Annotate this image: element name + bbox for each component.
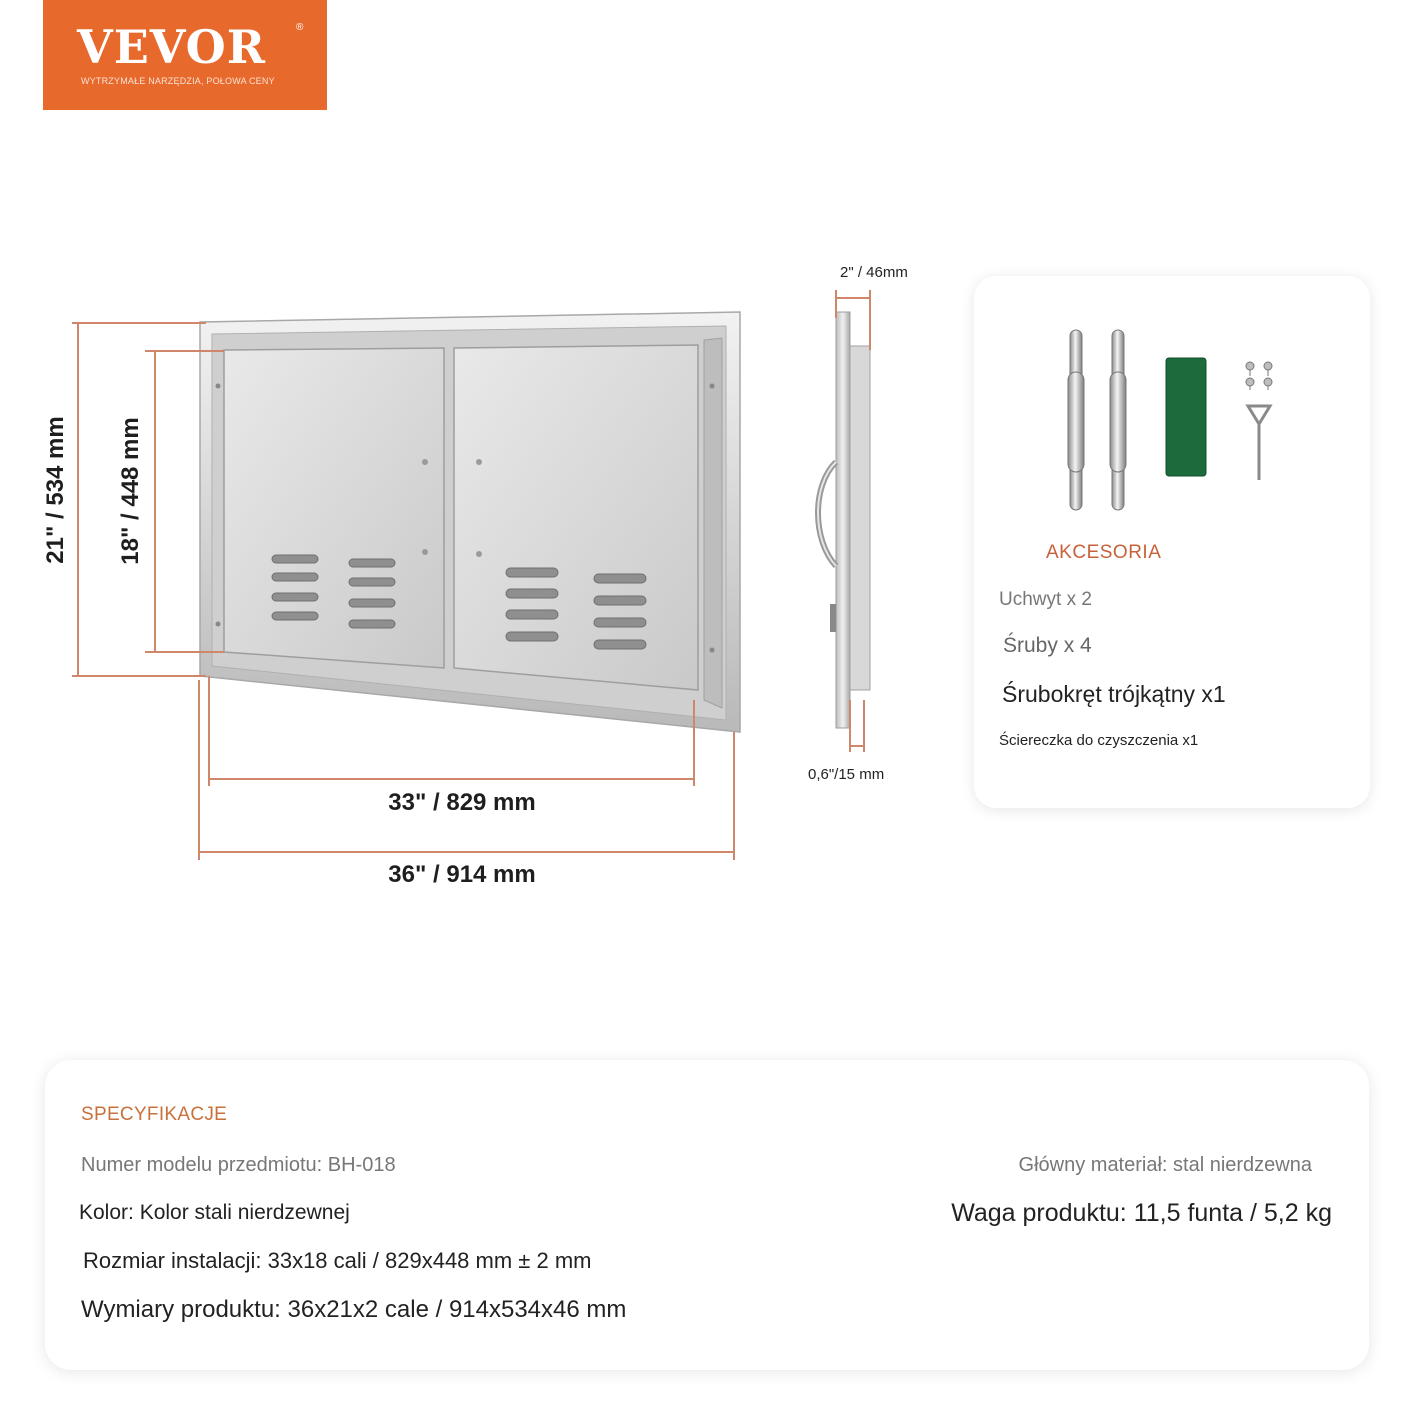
accessories-illustration <box>974 276 1370 526</box>
sponge-icon <box>1166 358 1206 476</box>
left-door <box>224 348 444 668</box>
logo-registered-mark: ® <box>296 22 304 33</box>
frame-right-edge <box>704 338 722 708</box>
logo-wordmark: VEVOR <box>77 20 266 74</box>
screws-icon <box>1246 362 1272 390</box>
spec-color: Kolor: Kolor stali nierdzewnej <box>79 1201 350 1224</box>
accessories-card <box>974 276 1370 808</box>
inner-height-label: 18" / 448 mm <box>117 417 144 565</box>
spec-product-dimensions: Wymiary produktu: 36x21x2 cale / 914x534x46 mm <box>81 1296 627 1323</box>
accessory-item: Śruby x 4 <box>1003 634 1092 657</box>
screw <box>216 622 221 627</box>
accessory-item: Uchwyt x 2 <box>999 589 1092 610</box>
spec-install-size: Rozmiar instalacji: 33x18 cali / 829x448 mm ± 2 mm <box>83 1248 592 1273</box>
spec-model: Numer modelu przedmiotu: BH-018 <box>81 1154 396 1176</box>
screw <box>710 384 715 389</box>
accessory-item: Ściereczka do czyszczenia x1 <box>999 732 1199 749</box>
latch <box>422 549 428 555</box>
accessories-title: AKCESORIA <box>1046 542 1162 563</box>
inner-width-label: 33" / 829 mm <box>388 789 536 816</box>
outer-width-label: 36" / 914 mm <box>388 861 536 888</box>
handle-icon <box>1110 330 1126 510</box>
triangle-key-icon <box>1248 406 1270 480</box>
latch <box>476 459 482 465</box>
specifications-title: SPECYFIKACJE <box>81 1104 228 1125</box>
accessory-item: Śrubokręt trójkątny x1 <box>1002 681 1226 707</box>
spec-material: Główny materiał: stal nierdzewna <box>1018 1154 1312 1176</box>
depth-label: 2" / 46mm <box>840 264 908 281</box>
specifications-card <box>45 1060 1369 1370</box>
door-unit <box>200 312 740 732</box>
side-profile <box>818 312 870 728</box>
logo-tagline: WYTRZYMAŁE NARZĘDZIA, POŁOWA CENY <box>81 76 275 86</box>
screw <box>216 384 221 389</box>
latch <box>422 459 428 465</box>
outer-height-label: 21" / 534 mm <box>42 416 69 564</box>
latch <box>476 551 482 557</box>
spec-weight: Waga produktu: 11,5 funta / 5,2 kg <box>951 1199 1332 1227</box>
flange-label: 0,6"/15 mm <box>808 766 885 783</box>
right-door <box>454 345 698 690</box>
handle-icon <box>1068 330 1084 510</box>
screw <box>710 648 715 653</box>
